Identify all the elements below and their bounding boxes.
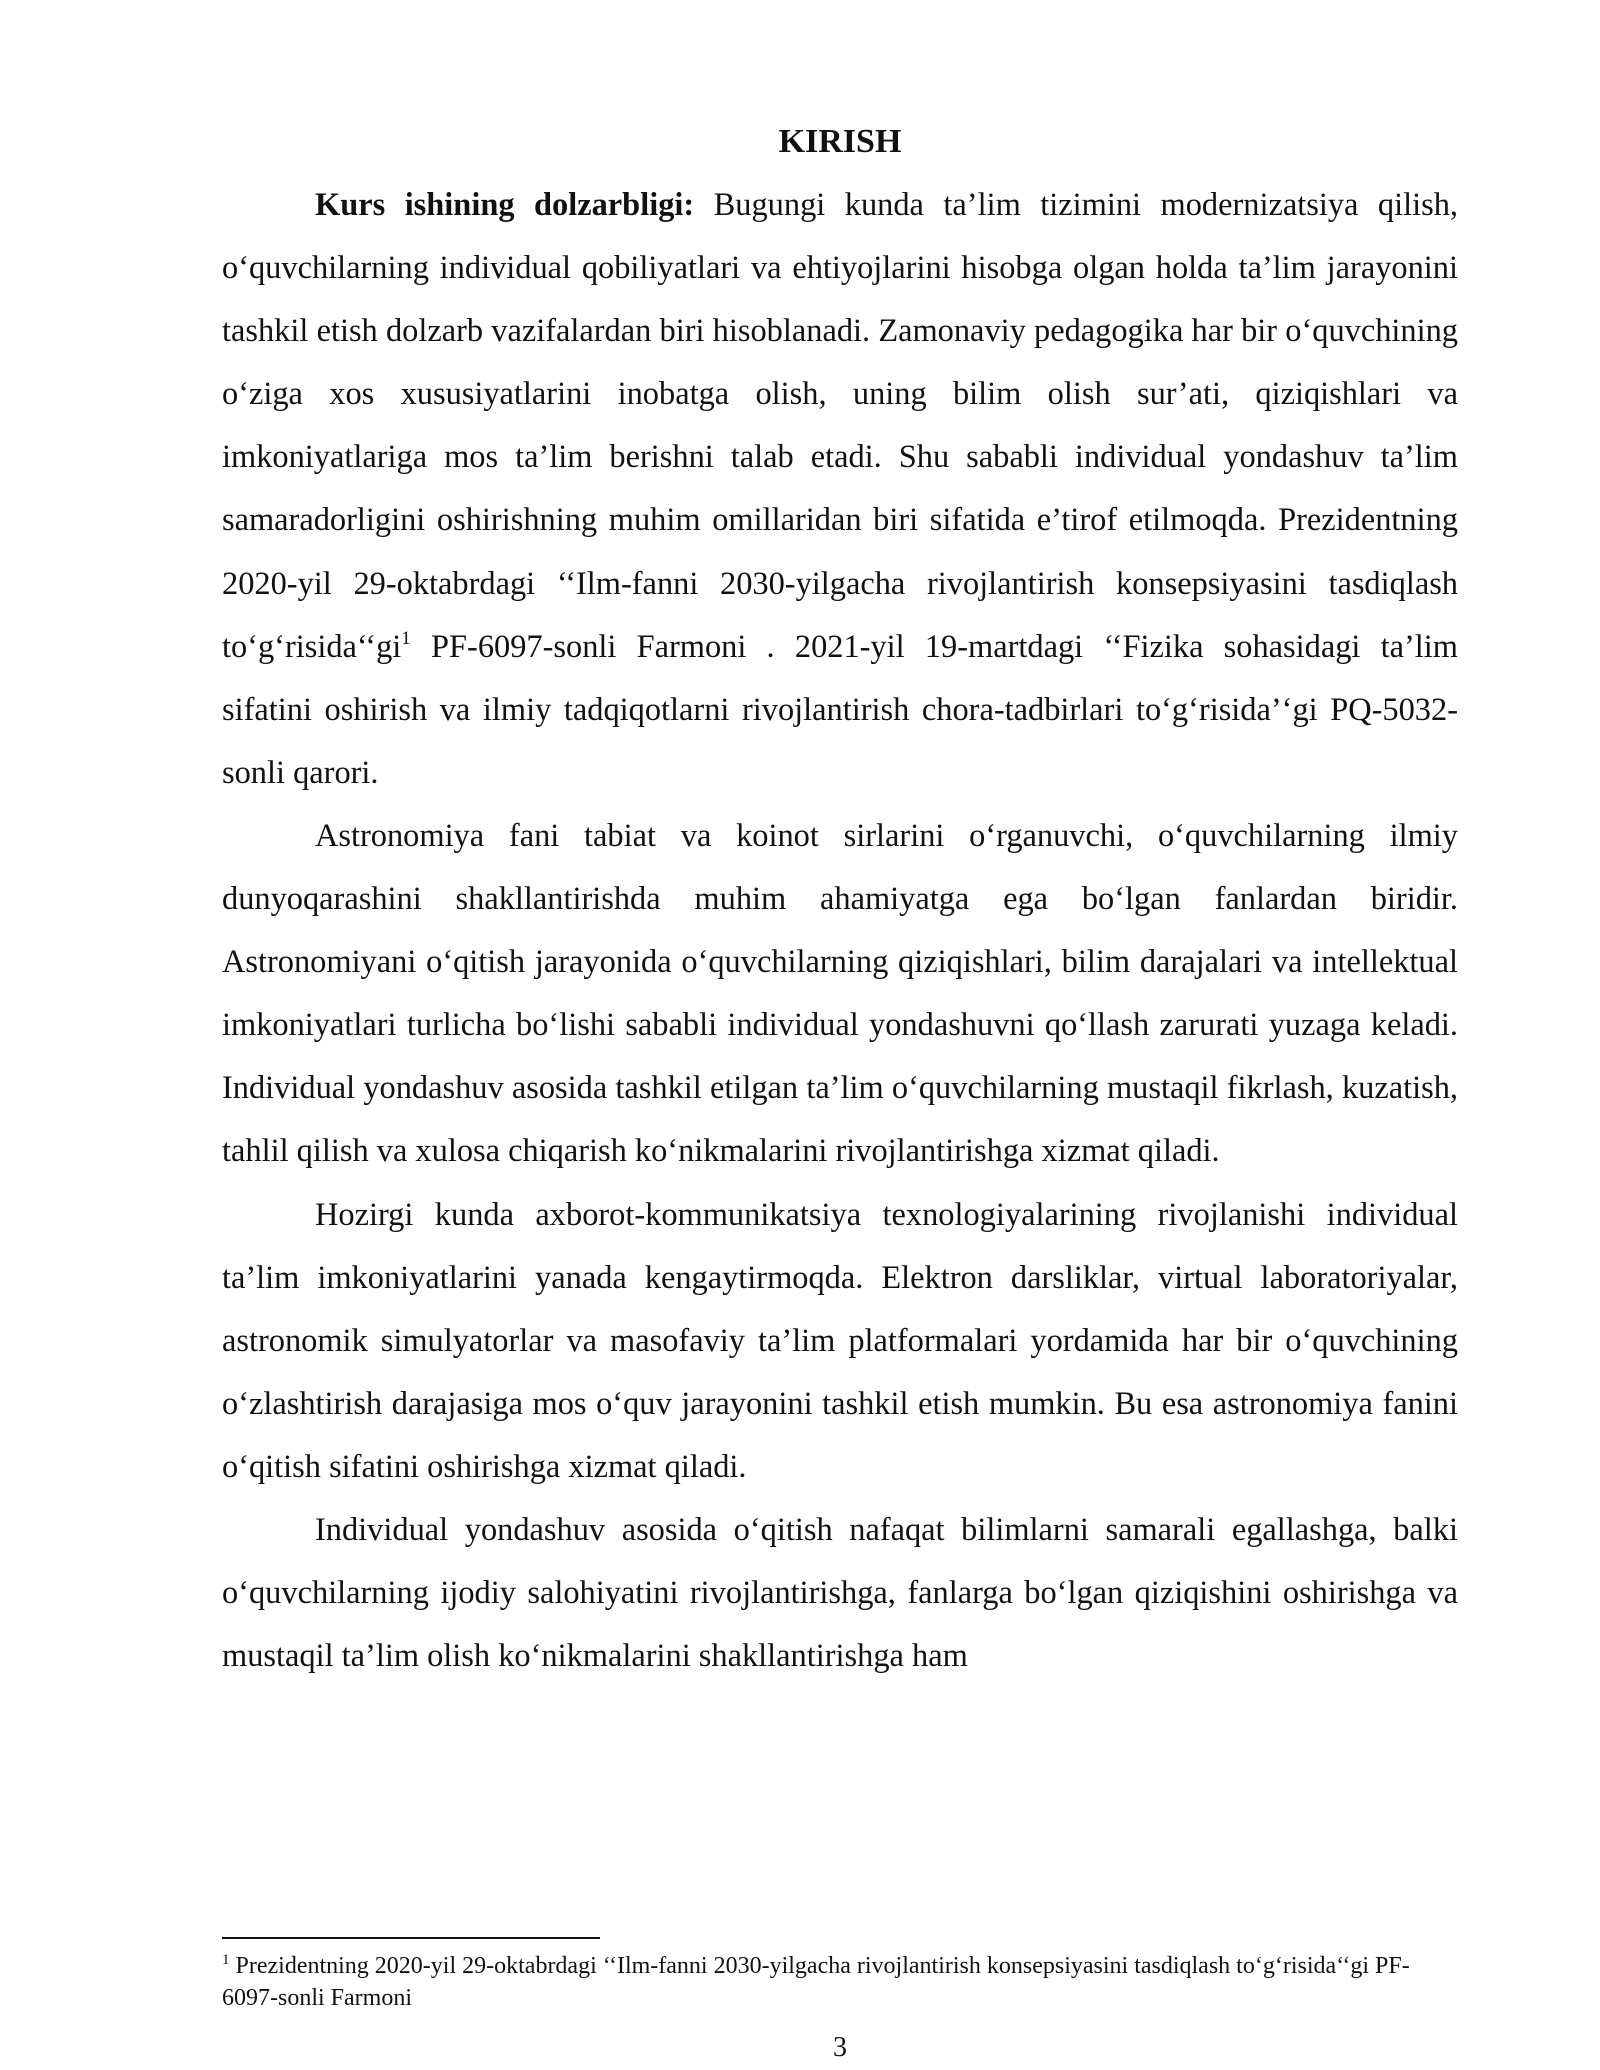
footnote <box>222 1950 1458 2014</box>
paragraph-text: Bugungi kunda ta’lim tizimini modernizatsiya qilish, o‘quvchilarning individual qobiliyatlari va ehtiyojlarini hisobga olgan holda ta’lim jarayonini tashkil etish dolzarb vazifalardan biri hisoblanadi. Zamonaviy pedagogika har bir o‘quvchining o‘ziga xos xususiyatlarini inobatga olish, uning bilim olish sur’ati, qiziqishlari va imkoniyatlariga mos ta’lim berishni talab etadi. Shu sababli individual yondashuv ta’lim samaradorligini oshirishning muhim omillaridan biri sifatida e’tirof etilmoqda. Prezidentning 2020-yil 29-oktabrdagi ‘‘Ilm-fanni 2030-yilgacha rivojlantirish konsepsiyasini tasdiqlash to‘g‘risida‘‘gi <box>222 187 1458 665</box>
paragraph-lead: Kurs ishining dolzarbligi: <box>315 187 695 223</box>
paragraph-astronomy: Astronomiya fani tabiat va koinot sirlarini o‘rganuvchi, o‘quvchilarning ilmiy dunyoqarashini shakllantirishda muhim ahamiyatga ega bo‘lgan fanlardan biridir. Astronomiyani o‘qitish jarayonida o‘quvchilarning qiziqishlari, bilim darajalari va intellektual imkoniyatlari turlicha bo‘lishi sababli individual yondashuvni qo‘llash zarurati yuzaga keladi. Individual yondashuv asosida tashkil etilgan ta’lim o‘quvchilarning mustaqil fikrlash, kuzatish, tahlil qilish va xulosa chiqarish ko‘nikmalarini rivojlantirishga xizmat qiladi. <box>222 817 1458 1170</box>
footnote-separator <box>222 1937 600 1939</box>
paragraph-relevance <box>222 174 1458 805</box>
paragraph-individual-approach: Individual yondashuv asosida o‘qitish nafaqat bilimlarni samarali egallashga, balki o‘quvchilarning ijodiy salohiyatini rivojlantirishga, fanlarga bo‘lgan qiziqishini oshirishga va mustaqil ta’lim olish ko‘nikmalarini shakllantirishga ham <box>222 1511 1458 1675</box>
footnote-reference[interactable]: 1 <box>401 627 411 649</box>
section-title: KIRISH <box>778 123 902 160</box>
footnote-marker: 1 <box>222 1952 230 1968</box>
page-number: 3 <box>833 2032 847 2063</box>
body-text <box>222 174 1458 1688</box>
footnote-text: Prezidentning 2020-yil 29-oktabrdagi ‘‘Ilm-fanni 2030-yilgacha rivojlantirish konsepsiyasini tasdiqlash to‘g‘risida‘‘gi PF-6097-sonli Farmoni <box>222 1953 1410 2011</box>
paragraph-ict: Hozirgi kunda axborot-kommunikatsiya texnologiyalarining rivojlanishi individual ta’lim imkoniyatlarini yanada kengaytirmoqda. Elektron darsliklar, virtual laboratoriyalar, astronomik simulyatorlar va masofaviy ta’lim platformalari yordamida har bir o‘quvchining o‘zlashtirish darajasiga mos o‘quv jarayonini tashkil etish mumkin. Bu esa astronomiya fanini o‘qitish sifatini oshirishga xizmat qiladi. <box>222 1196 1458 1485</box>
paragraph-text-continued: PF-6097-sonli Farmoni . 2021-yil 19-martdagi ‘‘Fizika sohasidagi ta’lim sifatini oshirish va ilmiy tadqiqotlarni rivojlantirish chora-tadbirlari to‘g‘risida’‘gi PQ-5032-sonli qarori. <box>222 628 1458 791</box>
